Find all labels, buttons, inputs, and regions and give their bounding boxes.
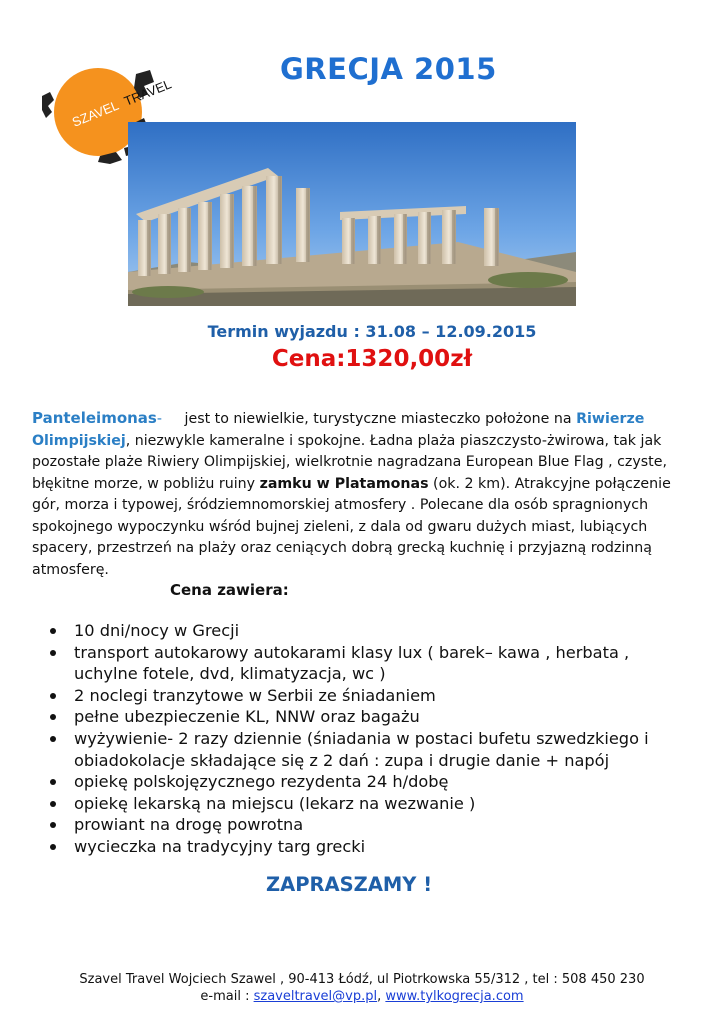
list-item-text: wycieczka na tradycyjny targ grecki — [74, 836, 366, 856]
footer-address: Szavel Travel Wojciech Szawel , 90-413 Łódź, ul Piotrkowska 55/312 , tel : 508 450 230 — [79, 972, 645, 987]
list-item — [44, 728, 694, 771]
list-item — [44, 642, 694, 685]
footer-separator: , — [377, 989, 386, 1004]
town-dash: - — [156, 411, 162, 427]
trip-dates: Termin wyjazdu : 31.08 – 12.09.2015 — [207, 322, 537, 341]
list-item — [44, 771, 694, 793]
price-includes-heading: Cena zawiera: — [170, 581, 289, 599]
list-item-text: opiekę lekarską na miejscu (lekarz na wezwanie ) — [74, 793, 476, 813]
list-item — [44, 706, 694, 728]
logo-text-szavel: SZAVEL — [69, 97, 121, 130]
page-title: GRECJA 2015 — [280, 52, 497, 86]
list-item — [44, 685, 694, 707]
list-item — [44, 836, 694, 858]
bullet-icon — [50, 801, 56, 807]
temple-photo — [128, 122, 576, 306]
bullet-icon — [50, 779, 56, 785]
riviera-name: Riwierze Olimpijskiej — [32, 411, 645, 449]
list-item-text: prowiant na drogę powrotna — [74, 815, 304, 835]
list-item-text: opiekę polskojęzycznego rezydenta 24 h/dobę — [74, 772, 449, 792]
town-name: Panteleimonas — [32, 409, 157, 427]
description-part-1: jest to niewielkie, turystyczne miasteczko położone na — [184, 411, 577, 427]
footer — [0, 971, 724, 1005]
list-item — [44, 793, 694, 815]
bullet-icon — [50, 822, 56, 828]
list-item — [44, 814, 694, 836]
description-paragraph — [32, 408, 696, 581]
email-label: e-mail : — [200, 989, 254, 1004]
bullet-icon — [50, 736, 56, 742]
logo-text-travel: TRAVEL — [121, 76, 174, 109]
castle-name: zamku w Platamonas — [259, 475, 429, 492]
list-item-text: wyżywienie- 2 razy dziennie (śniadania w postaci bufetu szwedzkiego i obiadokolacje składające się z 2 dań : zupa i drugie danie + napój — [74, 728, 649, 770]
list-item-text: transport autokarowy autokarami klasy lux ( barek– kawa , herbata , uchylne fotele, dvd, klimatyzacja, wc ) — [74, 642, 630, 684]
list-item-text: 2 noclegi tranzytowe w Serbii ze śniadaniem — [74, 685, 436, 705]
bullet-icon — [50, 714, 56, 720]
list-item — [44, 620, 694, 642]
price-includes-list — [44, 620, 694, 858]
invitation-heading: ZAPRASZAMY ! — [266, 873, 433, 896]
bullet-icon — [50, 628, 56, 634]
bullet-icon — [50, 693, 56, 699]
description-part-3: (ok. 2 km). Atrakcyjne połączenie gór, morza i typowej, śródziemnomorskiej atmosfery . Polecane dla osób spragnionych spokojnego wypoczynku wśród bujnej zieleni, z dala od gwaru dużych miast, lubiących spacery, przestrzeń na plaży oraz ceniących dobrą grecką kuchnię i przyjazną rodzinną atmosferę. — [32, 475, 671, 578]
trip-price: Cena:1320,00zł — [271, 346, 473, 372]
footer-contact — [0, 988, 724, 1005]
logo-map-shape-left — [42, 92, 54, 118]
list-item-text: pełne ubezpieczenie KL, NNW oraz bagażu — [74, 707, 420, 727]
bullet-icon — [50, 844, 56, 850]
description-part-2: , niezwykle kameralne i spokojne. Ładna plaża piaszczysto-żwirowa, tak jak pozostałe plaże Riwiery Olimpijskiej, wielkrotnie nagradzana European Blue Flag , czyste, błękitne morze, w pobliżu ruiny — [32, 432, 667, 492]
list-item-text: 10 dni/nocy w Grecji — [74, 621, 240, 640]
website-link[interactable]: www.tylkogrecja.com — [385, 989, 524, 1004]
email-link[interactable]: szaveltravel@vp.pl — [253, 989, 378, 1004]
bullet-icon — [50, 650, 56, 656]
